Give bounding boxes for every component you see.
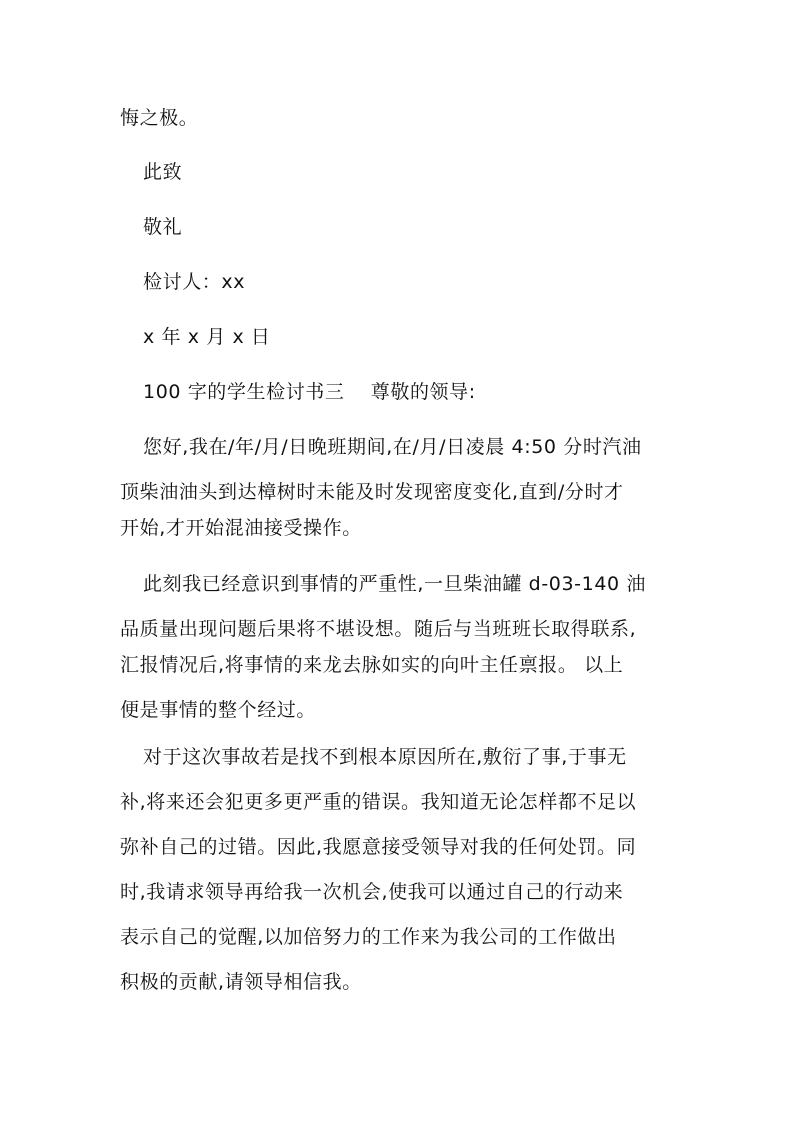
text-line: 对于这次事故若是找不到根本原因所在,敷衍了事,于事无 <box>143 746 627 768</box>
text-line: 汇报情况后,将事情的来龙去脉如实的向叶主任禀报。 以上 <box>120 654 624 676</box>
signature-line: 检讨人：xx <box>143 271 246 293</box>
text-line: 品质量出现问题后果将不堪设想。随后与当班班长取得联系, <box>120 618 637 640</box>
text-line: 悔之极。 <box>120 107 199 129</box>
text-line: 弥补自己的过错。因此,我愿意接受领导对我的任何处罚。同 <box>120 836 637 858</box>
text-line: 顶柴油油头到达樟树时未能及时发现密度变化,直到/分时才 <box>120 481 624 503</box>
closing-salutation: 此致 <box>143 161 183 183</box>
text-line: 表示自己的觉醒,以加倍努力的工作来为我公司的工作做出 <box>120 926 617 948</box>
text-line: 开始,才开始混油接受操作。 <box>120 517 362 539</box>
text-line: 便是事情的整个经过。 <box>120 699 317 721</box>
text-line: 时,我请求领导再给我一次机会,使我可以通过自己的行动来 <box>120 881 624 903</box>
text-line: 积极的贡献,请领导相信我。 <box>120 971 362 993</box>
text-line: 您好,我在/年/月/日晚班期间,在/月/日凌晨 4:50 分时汽油 <box>143 436 642 458</box>
text-line: 补,将来还会犯更多更严重的错误。我知道无论怎样都不足以 <box>120 791 637 813</box>
closing-regards: 敬礼 <box>143 216 183 238</box>
date-line: x 年 x 月 x 日 <box>143 326 271 348</box>
section-heading: 100 字的学生检讨书三 尊敬的领导: <box>143 381 476 403</box>
text-line: 此刻我已经意识到事情的严重性,一旦柴油罐 d-03-140 油 <box>143 573 646 595</box>
